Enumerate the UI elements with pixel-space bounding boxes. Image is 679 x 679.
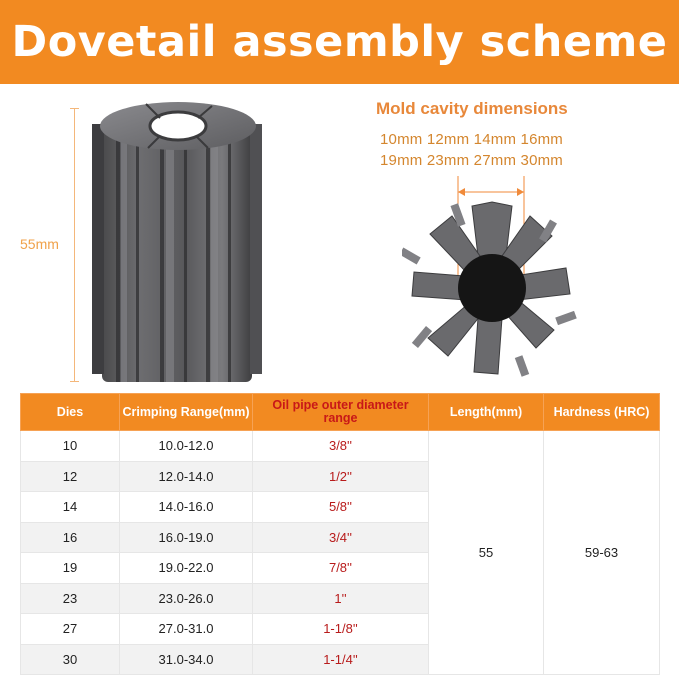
table-row <box>21 431 660 462</box>
cell-od: 3/4'' <box>253 522 429 553</box>
cell-od: 7/8'' <box>253 553 429 584</box>
height-dimension-line <box>74 108 75 382</box>
specification-table <box>20 393 660 675</box>
cell-die: 23 <box>21 583 120 614</box>
die-side-view-image <box>88 96 268 386</box>
cell-range: 10.0-12.0 <box>120 431 253 462</box>
cell-length: 55 <box>429 431 544 675</box>
header-oil-pipe-od-label: Oil pipe outer diameter range <box>272 398 409 425</box>
cell-die: 19 <box>21 553 120 584</box>
cell-die: 12 <box>21 461 120 492</box>
title-banner <box>0 0 679 84</box>
cell-die: 30 <box>21 644 120 675</box>
cell-die: 16 <box>21 522 120 553</box>
cell-range: 12.0-14.0 <box>120 461 253 492</box>
page-title: Dovetail assembly scheme <box>11 17 668 67</box>
cell-od: 1-1/4'' <box>253 644 429 675</box>
cavity-sizes-row-2: 19mm 23mm 27mm 30mm <box>380 152 564 169</box>
height-label: 55mm <box>20 236 59 252</box>
cell-od: 3/8'' <box>253 431 429 462</box>
die-top-view-image <box>402 196 582 380</box>
cell-range: 31.0-34.0 <box>120 644 253 675</box>
cell-die: 14 <box>21 492 120 523</box>
cell-od: 1/2'' <box>253 461 429 492</box>
cell-die: 10 <box>21 431 120 462</box>
header-oil-pipe-od <box>253 394 429 431</box>
table-header-row <box>21 394 660 431</box>
cell-range: 14.0-16.0 <box>120 492 253 523</box>
cell-die: 27 <box>21 614 120 645</box>
cell-range: 19.0-22.0 <box>120 553 253 584</box>
header-length: Length(mm) <box>429 394 544 431</box>
header-hardness: Hardness (HRC) <box>544 394 660 431</box>
cell-hardness: 59-63 <box>544 431 660 675</box>
cell-od: 1'' <box>253 583 429 614</box>
cell-range: 16.0-19.0 <box>120 522 253 553</box>
cell-range: 23.0-26.0 <box>120 583 253 614</box>
cavity-dimensions-title: Mold cavity dimensions <box>376 99 568 118</box>
header-crimping-range: Crimping Range(mm) <box>120 394 253 431</box>
cavity-sizes-row-1: 10mm 12mm 14mm 16mm <box>380 131 564 148</box>
cell-range: 27.0-31.0 <box>120 614 253 645</box>
cell-od: 5/8'' <box>253 492 429 523</box>
header-dies: Dies <box>21 394 120 431</box>
cell-od: 1-1/8'' <box>253 614 429 645</box>
